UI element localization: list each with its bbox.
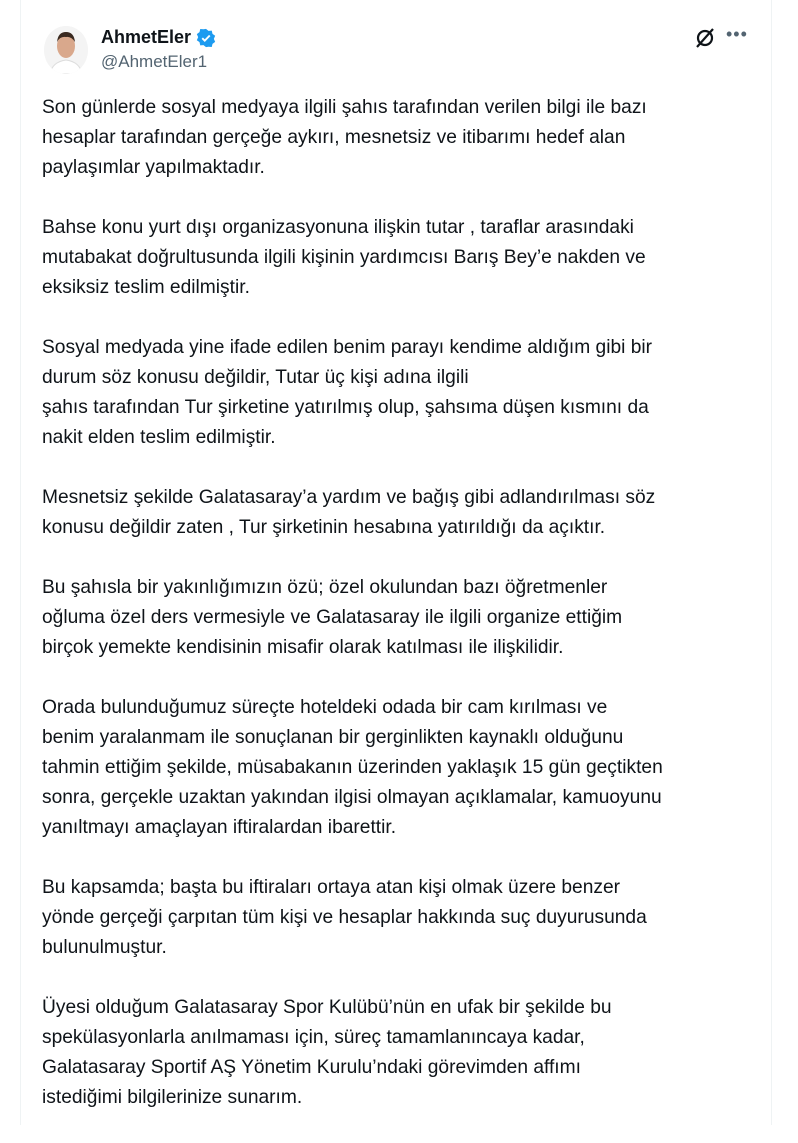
- tweet-paragraph: [42, 93, 663, 183]
- text-line: Sosyal medyada yine ifade edilen benim parayı kendime aldığım gibi bir: [42, 337, 653, 358]
- text-line: Bahse konu yurt dışı organizasyonuna ilişkin tutar , taraflar arasındaki: [42, 217, 634, 238]
- text-line: spekülasyonlarla anılmaması için, süreç tamamlanıncaya kadar,: [42, 1027, 585, 1048]
- text-line: oğluma özel ders vermesiyle ve Galatasaray ile ilgili organize ettiğim: [42, 607, 623, 628]
- tweet-paragraph: [42, 693, 663, 843]
- text-line: hesaplar tarafından gerçeğe aykırı, mesnetsiz ve itibarımı hedef alan: [42, 127, 626, 148]
- text-line: yanıltmayı amaçlayan iftiralardan ibarettir.: [42, 817, 397, 838]
- author-name[interactable]: AhmetEler: [101, 27, 216, 48]
- tweet-paragraph: [42, 483, 663, 543]
- text-line: paylaşımlar yapılmaktadır.: [42, 157, 265, 178]
- text-line: Bu şahısla bir yakınlığımızın özü; özel okulundan bazı öğretmenler: [42, 577, 608, 598]
- text-line: birçok yemekte kendisinin misafir olarak katılması ile ilişkilidir.: [42, 637, 564, 658]
- text-line: Üyesi olduğum Galatasaray Spor Kulübü’nün en ufak bir şekilde bu: [42, 997, 612, 1018]
- more-icon[interactable]: •••: [726, 24, 748, 44]
- grok-icon[interactable]: [693, 26, 717, 50]
- text-line: bulunulmuştur.: [42, 937, 167, 958]
- tweet-text: [42, 93, 663, 1143]
- text-line: Galatasaray Sportif AŞ Yönetim Kurulu’ndaki görevimden affımı: [42, 1057, 581, 1078]
- tweet-paragraph: [42, 573, 663, 663]
- text-line: Bu kapsamda; başta bu iftiraları ortaya atan kişi olmak üzere benzer: [42, 877, 621, 898]
- text-line: benim yaralanmam ile sonuçlanan bir gerginlikten kaynaklı olduğunu: [42, 727, 624, 748]
- text-line: durum söz konusu değildir, Tutar üç kişi adına ilgili: [42, 367, 469, 388]
- text-line: sonra, gerçekle uzaktan yakından ilgisi olmayan açıklamalar, kamuoyunu: [42, 787, 662, 808]
- tweet-paragraph: [42, 993, 663, 1113]
- text-line: konusu değildir zaten , Tur şirketinin hesabına yatırıldığı da açıktır.: [42, 517, 606, 538]
- text-line: eksiksiz teslim edilmiştir.: [42, 277, 250, 298]
- tweet-paragraph: [42, 333, 663, 453]
- tweet-paragraph: [42, 873, 663, 963]
- verified-badge-icon: [196, 28, 216, 48]
- text-line: Orada bulunduğumuz süreçte hoteldeki odada bir cam kırılması ve: [42, 697, 608, 718]
- tweet-paragraph: [42, 213, 663, 303]
- text-line: nakit elden teslim edilmiştir.: [42, 427, 276, 448]
- text-line: mutabakat doğrultusunda ilgili kişinin yardımcısı Barış Bey’e nakden ve: [42, 247, 646, 268]
- text-line: istediğimi bilgilerinize sunarım.: [42, 1087, 303, 1108]
- author-handle[interactable]: @AhmetEler1: [101, 52, 208, 71]
- text-line: Son günlerde sosyal medyaya ilgili şahıs tarafından verilen bilgi ile bazı: [42, 97, 647, 118]
- text-line: şahıs tarafından Tur şirketine yatırılmış olup, şahsıma düşen kısmını da: [42, 397, 649, 418]
- avatar[interactable]: [44, 26, 88, 74]
- text-line: tahmin ettiğim şekilde, müsabakanın üzerinden yaklaşık 15 gün geçtikten: [42, 757, 663, 778]
- text-line: yönde gerçeği çarpıtan tüm kişi ve hesaplar hakkında suç duyurusunda: [42, 907, 647, 928]
- text-line: Mesnetsiz şekilde Galatasaray’a yardım ve bağış gibi adlandırılması söz: [42, 487, 656, 508]
